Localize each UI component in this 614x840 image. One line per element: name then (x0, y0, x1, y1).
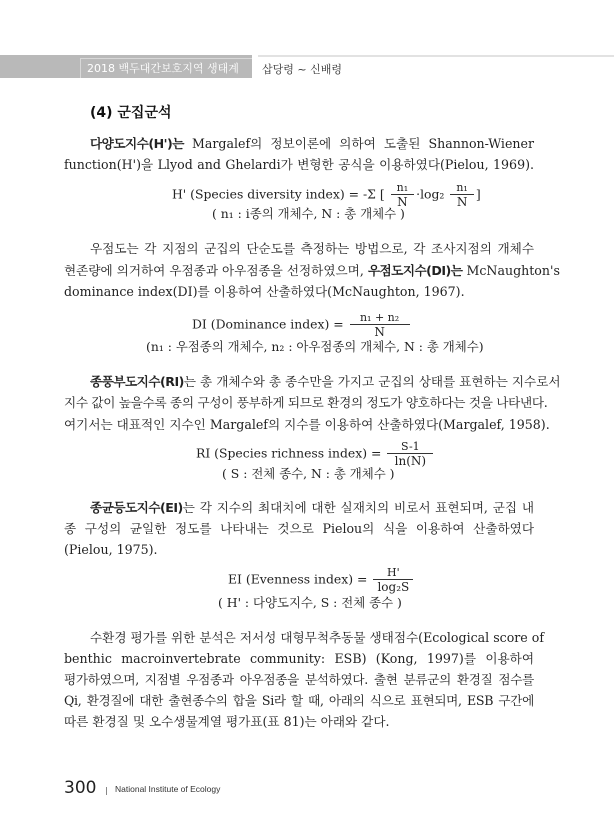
denominator: N (374, 325, 385, 339)
term-evenness: 종균등도지수(EI) (90, 500, 183, 515)
fraction (350, 311, 410, 339)
header-rule (258, 55, 614, 57)
p5-line5: 따른 환경질 및 오수생물계열 평가표(표 81)는 아래와 같다. (64, 714, 390, 729)
p1-line1 (90, 135, 534, 153)
p4-line2: 종 구성의 균일한 정도를 나타내는 것으로 Pielou의 식을 이용하여 산출하였다 (64, 521, 534, 536)
header-book-title: 2018 백두대간보호지역 생태계 조사 (80, 58, 252, 78)
formula-dominance (192, 311, 412, 339)
formula-lhs: DI (Dominance index) = (192, 316, 344, 332)
header-section: 삽당령 ~ 신배령 (262, 63, 342, 76)
p3-line3: 여기서는 대표적인 지수인 Margalef의 지수를 이용하여 산출하였다(Margalef, 1958). (64, 417, 550, 432)
numerator: S-1 (387, 440, 433, 454)
p1-line2: function(H')을 Llyod and Ghelardi가 변형한 공식을 이용하였다(Pielou, 1969). (64, 157, 534, 172)
denominator: log₂S (377, 580, 410, 594)
text: 는 각 지수의 최대치에 대한 실재치의 비로서 표현되며, 군집 내 (182, 500, 534, 515)
fraction (387, 440, 433, 468)
term-dominance: 우점도지수(DI)는 (367, 263, 463, 278)
fraction (450, 181, 474, 209)
formula-note: ( n₁ : i종의 개체수, N : 총 개체수 ) (212, 206, 405, 221)
footer-organization: National Institute of Ecology (115, 784, 221, 794)
text: Margalef의 정보이론에 의하여 도출된 Shannon-Wiener (183, 136, 534, 151)
formula-lhs: H' (Species diversity index) = -Σ [ (172, 186, 385, 202)
formula-richness (196, 440, 435, 468)
text: McNaughton's (462, 263, 560, 278)
numerator: n₁ (450, 181, 474, 195)
text: 현존량에 의거하여 우점종과 아우점종을 선정하였으며, (64, 263, 368, 278)
term-diversity: 다양도지수(H')는 (90, 136, 184, 151)
p2-line1: 우점도는 각 지점의 군집의 단순도를 측정하는 방법으로, 각 조사지점의 개체수 (90, 241, 534, 256)
formula-lhs: EI (Evenness index) = (228, 571, 368, 587)
p5-line4: Qi, 환경질에 대한 출현종수의 합을 Si라 할 때, 아래의 식으로 표현되며, ESB 구간에 (64, 693, 534, 708)
p5-line2: benthic macroinvertebrate community: ESB) (Kong, 1997)를 이용하여 (64, 651, 534, 666)
footer-divider (106, 787, 107, 795)
p4-line1 (90, 499, 534, 517)
p3-line2: 지수 값이 높을수록 종의 구성이 풍부하게 되므로 환경의 정도가 양호하다는 것을 나타낸다. (64, 395, 548, 410)
fraction (391, 181, 415, 209)
formula-note: (n₁ : 우점종의 개체수, n₂ : 아우점종의 개체수, N : 총 개체수) (146, 339, 484, 354)
section-title: (4) 군집군석 (90, 105, 172, 121)
p5-line3: 평가하였으며, 지점별 우점종과 아우점종을 분석하였다. 출현 분류군의 환경질 점수를 (64, 672, 534, 687)
fraction (373, 566, 413, 594)
numerator: H' (373, 566, 413, 580)
term-richness: 종풍부도지수(RI) (90, 374, 184, 389)
page-number: 300 (64, 778, 97, 798)
p4-line3: (Pielou, 1975). (64, 542, 158, 557)
denominator: N (397, 195, 408, 209)
text: 는 총 개체수와 총 종수만을 가지고 군집의 상태를 표현하는 지수로서 (183, 374, 561, 389)
denominator: ln(N) (394, 454, 427, 468)
formula-note: ( S : 전체 종수, N : 총 개체수 ) (222, 466, 395, 481)
numerator: n₁ (391, 181, 415, 195)
p3-line1 (90, 373, 561, 391)
bracket: ] (475, 186, 481, 202)
formula-evenness (228, 566, 415, 594)
p2-line2 (64, 262, 560, 280)
formula-lhs: RI (Species richness index) = (196, 445, 382, 461)
denominator: N (456, 195, 468, 209)
numerator: n₁ + n₂ (350, 311, 410, 325)
formula-note: ( H' : 다양도지수, S : 전체 종수 ) (218, 595, 402, 610)
formula-diversity (172, 181, 481, 209)
p2-line3: dominance index(DI)를 이용하여 산출하였다(McNaughton, 1967). (64, 284, 465, 299)
p5-line1: 수환경 평가를 위한 분석은 저서성 대형무척추동물 생태점수(Ecological score of (90, 630, 545, 645)
log: ·log₂ (416, 186, 445, 202)
